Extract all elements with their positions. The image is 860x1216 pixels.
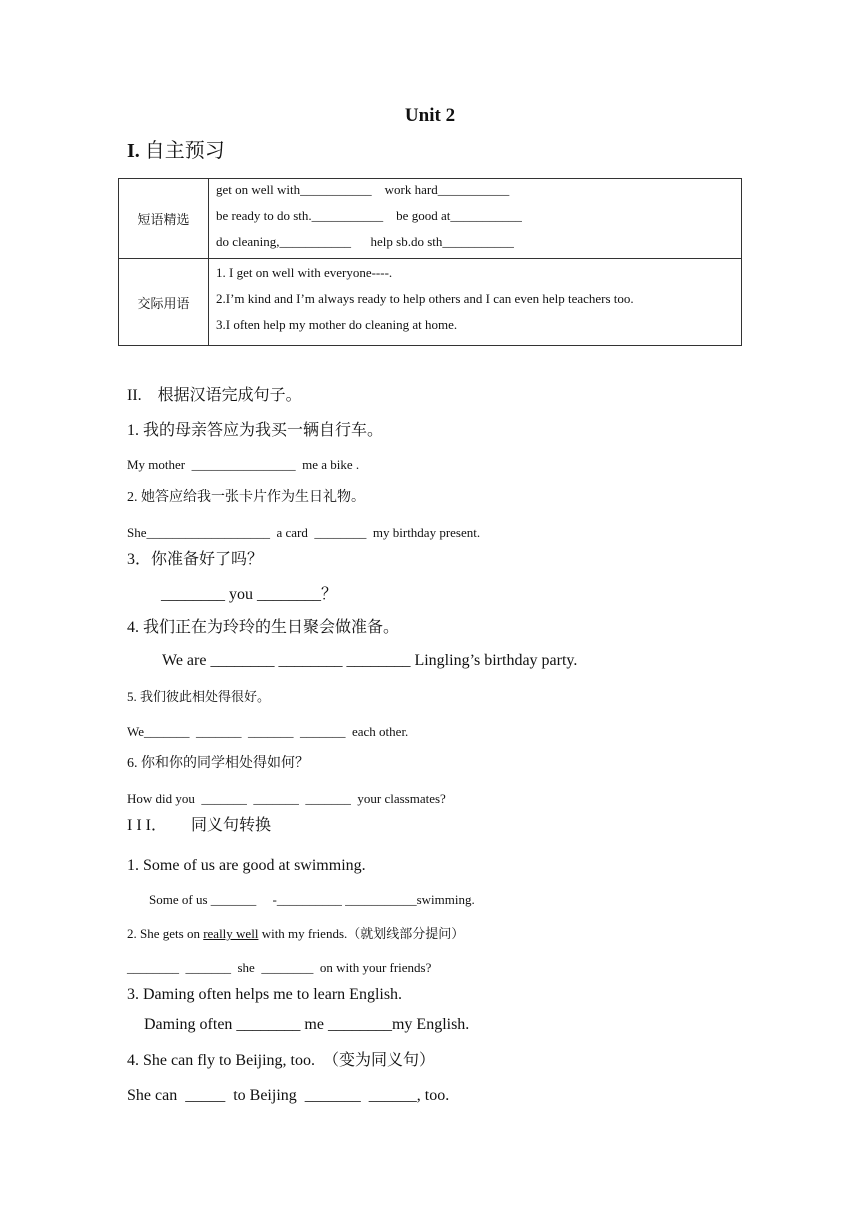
answer-line: We_______ _______ _______ _______ each other. (127, 724, 409, 739)
answer-line: ________ you ________？ (161, 586, 338, 603)
underlined-phrase: really well (203, 926, 259, 941)
page-title: Unit 2 (404, 105, 456, 126)
section3-heading: I I I． 同义句转换 (127, 817, 271, 834)
prompt-text: with my friends.（就划线部分提问） (258, 926, 465, 941)
expressions-cell (209, 259, 742, 346)
expression-line: 3.I often help my mother do cleaning at home. (216, 317, 458, 332)
vocab-table (118, 178, 742, 346)
phrase-line: be ready to do sth.___________ be good at___________ (216, 207, 522, 223)
question-prompt: 6. 你和你的同学相处得如何？ (127, 756, 309, 771)
row-label-phrases: 短语精选 (119, 179, 209, 259)
question-prompt: 1. Some of us are good at swimming. (127, 857, 366, 874)
answer-line: We are ________ ________ ________ Lingling’s birthday party. (162, 652, 578, 669)
question-prompt: 4. She can fly to Beijing, too. （变为同义句） (127, 1052, 435, 1069)
section1-heading (127, 141, 225, 161)
question-prompt (127, 927, 464, 940)
phrase-line: do cleaning,___________ help sb.do sth___________ (216, 233, 514, 249)
question-prompt: 5. 我们彼此相处得很好。 (127, 689, 271, 704)
section1-number: I. (127, 140, 140, 162)
table-row (119, 179, 742, 259)
question-prompt: 4. 我们正在为玲玲的生日聚会做准备。 (127, 619, 400, 636)
table-row (119, 259, 742, 346)
answer-line: How did you _______ _______ _______ your classmates? (127, 791, 446, 806)
answer-line: She___________________ a card ________ my birthday present. (127, 525, 481, 540)
question-prompt: 1. 我的母亲答应为我买一辆自行车。 (127, 422, 384, 439)
question-prompt: 3. Daming often helps me to learn English. (127, 986, 403, 1003)
expression-line: 2.I’m kind and I’m always ready to help others and I can even help teachers too. (216, 291, 634, 306)
question-prompt: 2. 她答应给我一张卡片作为生日礼物。 (127, 490, 365, 505)
row-label-expressions: 交际用语 (119, 259, 209, 346)
prompt-text: 2. She gets on (127, 926, 204, 941)
answer-line: ________ _______ she ________ on with your friends? (127, 960, 432, 975)
answer-line: My mother ________________ me a bike . (127, 457, 360, 472)
answer-line: She can _____ to Beijing _______ ______, too. (127, 1087, 450, 1104)
answer-line: Some of us _______ -__________ ___________swimming. (149, 892, 475, 907)
question-prompt: 3．你准备好了吗？ (127, 551, 264, 568)
phrase-line: get on well with___________ work hard___________ (216, 181, 510, 197)
section2-heading: II. 根据汉语完成句子。 (127, 387, 302, 404)
expression-line: 1. I get on well with everyone----. (216, 265, 393, 280)
phrases-cell (209, 179, 742, 259)
section1-title: 自主预习 (144, 140, 225, 162)
answer-line: Daming often ________ me ________my English. (144, 1016, 470, 1033)
